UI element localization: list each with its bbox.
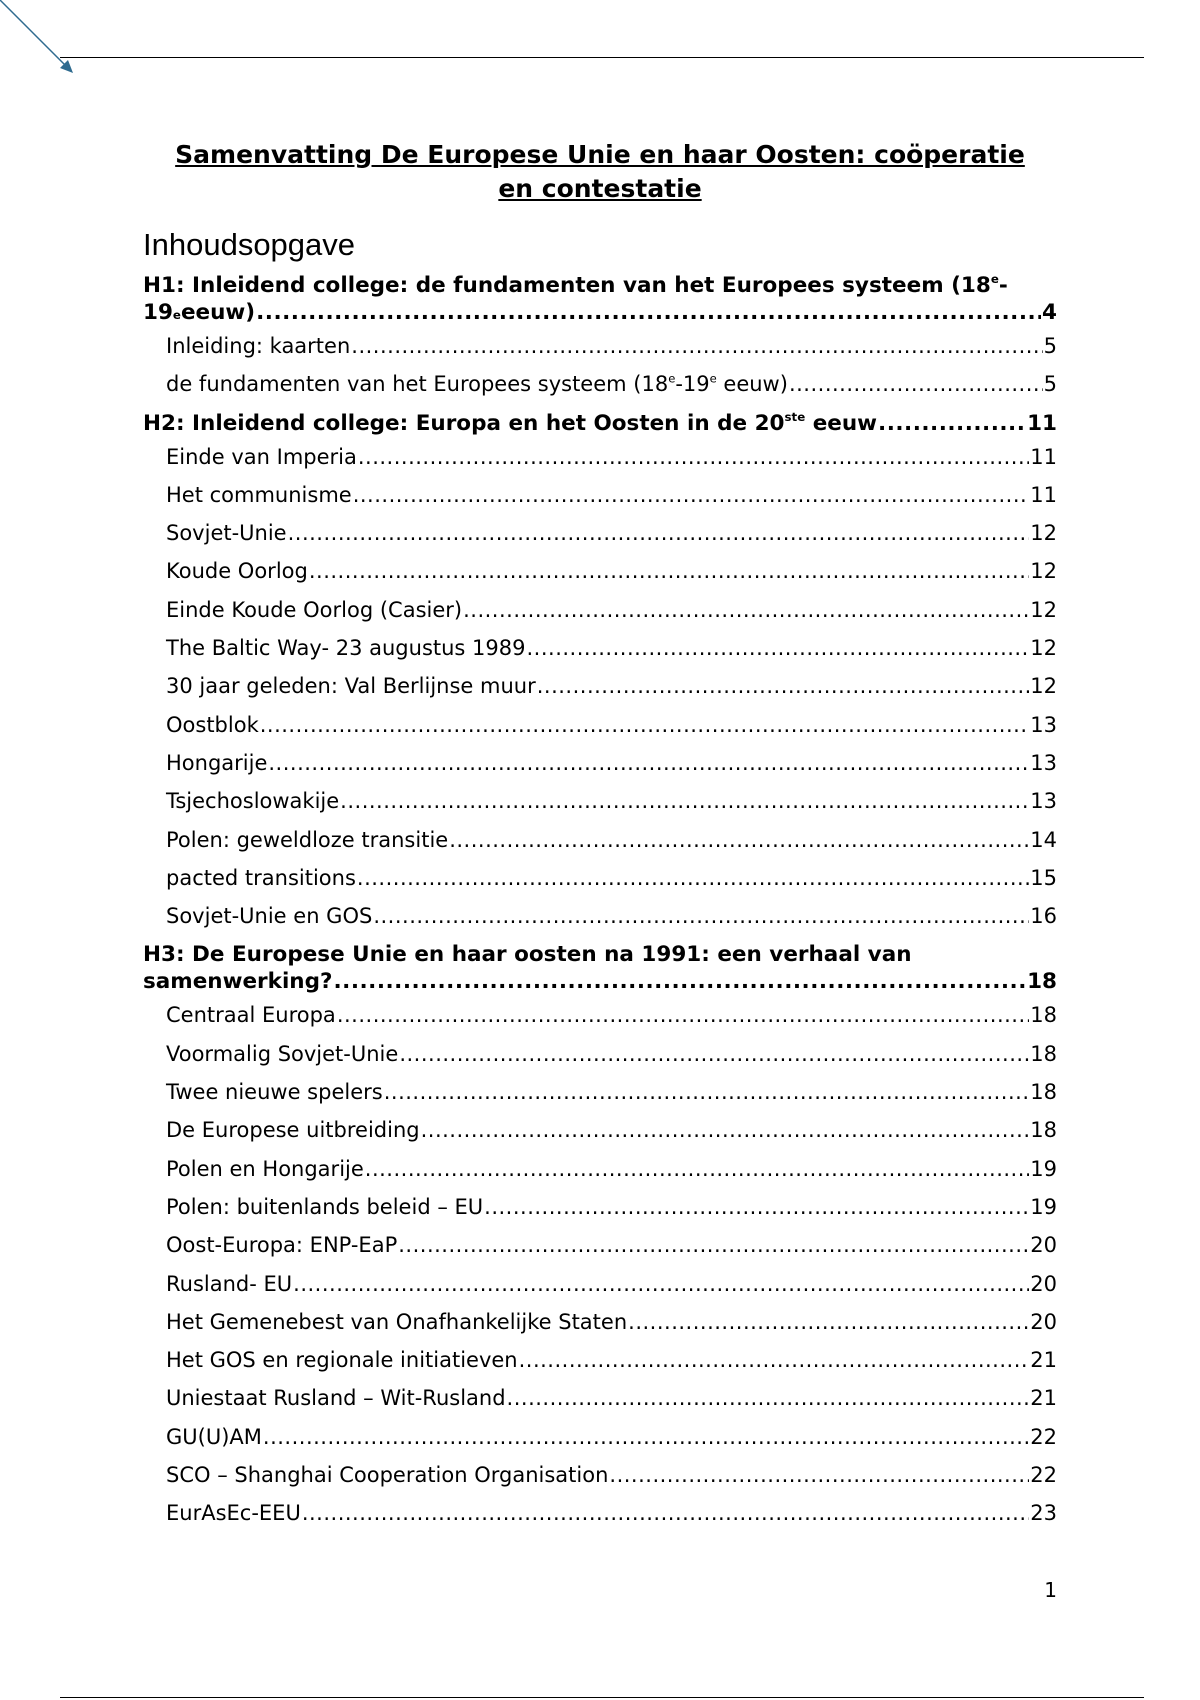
dot-leader xyxy=(260,712,1030,739)
toc-page-number: 19 xyxy=(1030,1194,1057,1219)
footer-rule xyxy=(60,1697,1144,1698)
toc-h1-text4: eeuw) xyxy=(180,300,256,325)
toc-entry-label: Rusland- EU xyxy=(166,1271,293,1296)
toc-page-number: 12 xyxy=(1030,636,1057,661)
toc-page-number: 18 xyxy=(1030,1041,1057,1066)
toc-page-number: 11 xyxy=(1027,410,1057,436)
dot-leader xyxy=(288,520,1030,547)
dot-leader xyxy=(609,1462,1029,1489)
dot-leader xyxy=(333,968,1026,995)
toc-entry-label xyxy=(143,410,877,437)
toc-entry-label: Einde Koude Oorlog (Casier) xyxy=(166,597,463,622)
toc-entry[interactable] xyxy=(143,1194,1057,1221)
toc-entry-text2: -19 xyxy=(675,372,710,397)
toc-h2-text1: H2: Inleidend college: Europa en het Oosten in de 20 xyxy=(143,410,785,436)
toc-entry[interactable] xyxy=(143,1232,1057,1259)
toc-h1-text1: H1: Inleidend college: de fundamenten van het Europees systeem (18 xyxy=(143,273,991,298)
toc-entry[interactable] xyxy=(143,1117,1057,1144)
toc-heading: Inhoudsopgave xyxy=(143,227,356,262)
toc-page-number: 14 xyxy=(1030,827,1057,852)
toc-h1-sup1: e xyxy=(990,272,999,287)
dot-leader xyxy=(789,371,1043,398)
toc-entry-sup1: e xyxy=(668,371,676,386)
toc-entry[interactable] xyxy=(143,597,1057,624)
toc-h1-line2: 19 e eeuw) ..... 4 xyxy=(143,299,1057,326)
document-body xyxy=(143,138,1057,1539)
toc-page-number: 22 xyxy=(1030,1463,1057,1488)
toc-page-number: 18 xyxy=(1030,1080,1057,1105)
toc-entry-label: Koude Oorlog xyxy=(166,559,308,584)
toc-entry[interactable] xyxy=(143,1500,1057,1527)
toc-page-number: 20 xyxy=(1030,1233,1057,1258)
toc-h1-line1 xyxy=(143,272,1057,299)
toc-page-number: 4 xyxy=(1042,300,1057,325)
toc-entry[interactable] xyxy=(143,1462,1057,1489)
toc-page-number: 11 xyxy=(1030,482,1057,507)
toc-entry[interactable] xyxy=(143,750,1057,777)
toc-entry[interactable] xyxy=(143,903,1057,930)
toc-entry[interactable] xyxy=(143,520,1057,547)
dot-leader xyxy=(293,1271,1029,1298)
toc-page-number: 18 xyxy=(1030,1118,1057,1143)
toc-entry-text1: de fundamenten van het Europees systeem (18 xyxy=(166,372,669,397)
toc-page-number: 21 xyxy=(1030,1348,1057,1373)
toc-entry[interactable] xyxy=(143,482,1057,509)
toc-entry-label: Sovjet-Unie xyxy=(166,521,287,546)
toc-entry-label: Polen: geweldloze transitie xyxy=(166,827,449,852)
toc-entry-h1[interactable] xyxy=(143,272,1057,326)
toc-h3-text2: samenwerking? xyxy=(143,969,333,995)
toc-entry-label: Oostblok xyxy=(166,712,259,737)
dot-leader xyxy=(351,333,1042,360)
toc-page-number: 5 xyxy=(1043,372,1057,397)
toc-page-number: 5 xyxy=(1043,334,1057,358)
toc-entry-label: Sovjet-Unie en GOS xyxy=(166,904,373,929)
toc-h2-text2: eeuw xyxy=(805,410,878,436)
toc-entry-label: Voormalig Sovjet-Unie xyxy=(166,1041,399,1066)
dot-leader xyxy=(398,1232,1029,1259)
dot-leader xyxy=(507,1385,1030,1412)
toc-h2-sup: ste xyxy=(784,409,806,424)
toc-entry[interactable] xyxy=(143,1041,1057,1068)
toc-entry[interactable] xyxy=(143,1385,1057,1412)
toc-entry-h3[interactable] xyxy=(143,941,1057,995)
toc-page-number: 16 xyxy=(1030,904,1057,929)
dot-leader xyxy=(309,558,1029,585)
dot-leader xyxy=(484,1194,1029,1221)
toc-page-number: 20 xyxy=(1030,1271,1057,1296)
toc-entry-label: 30 jaar geleden: Val Berlijnse muur xyxy=(166,674,536,699)
toc-entry-h2[interactable] xyxy=(143,410,1057,437)
dot-leader xyxy=(373,903,1029,930)
header-rule xyxy=(60,57,1144,58)
dot-leader xyxy=(302,1500,1029,1527)
toc-page-number: 12 xyxy=(1030,674,1057,699)
toc-entry[interactable] xyxy=(143,635,1057,662)
toc-page-number: 22 xyxy=(1030,1424,1057,1449)
toc-page-number: 18 xyxy=(1027,969,1057,995)
dot-leader xyxy=(256,299,1041,326)
dot-leader xyxy=(421,1117,1030,1144)
dot-leader xyxy=(384,1079,1030,1106)
dot-leader xyxy=(537,673,1030,700)
toc-h3-line2 xyxy=(143,968,1057,995)
toc-entry[interactable] xyxy=(143,673,1057,700)
toc-entry-label: Inleiding: kaarten xyxy=(166,334,351,358)
toc-entry-label: EurAsEc-EEU xyxy=(166,1501,301,1526)
page-number: 1 xyxy=(1044,1578,1057,1602)
toc-page-number: 12 xyxy=(1030,597,1057,622)
toc-entry-label: Uniestaat Rusland – Wit-Rusland xyxy=(166,1386,506,1411)
toc-entry-label: The Baltic Way- 23 augustus 1989 xyxy=(166,636,526,661)
toc-entry-label: Polen: buitenlands beleid – EU xyxy=(166,1194,484,1219)
toc-entry[interactable] xyxy=(143,712,1057,739)
toc-entry-label: pacted transitions xyxy=(166,865,356,890)
toc-page-number: 13 xyxy=(1030,789,1057,814)
toc-h1-text3: 19 xyxy=(143,300,173,325)
toc-h1-text2: - xyxy=(998,273,1008,298)
toc-entry-label: SCO – Shanghai Cooperation Organisation xyxy=(166,1463,609,1488)
dot-leader xyxy=(365,1156,1029,1183)
dot-leader xyxy=(519,1347,1030,1374)
toc-entry-label: Tsjechoslowakije xyxy=(166,789,340,814)
title-line-1: Samenvatting De Europese Unie en haar Oosten: coöperatie xyxy=(175,140,1025,169)
toc-entry[interactable] xyxy=(143,1002,1057,1029)
dot-leader xyxy=(353,482,1030,509)
dot-leader xyxy=(358,444,1029,471)
dot-leader xyxy=(268,750,1029,777)
toc-page-number: 20 xyxy=(1030,1309,1057,1334)
toc-entry[interactable] xyxy=(143,827,1057,854)
toc-entry-label: Het GOS en regionale initiatieven xyxy=(166,1348,518,1373)
document-title xyxy=(143,138,1057,206)
toc-entry-label: Twee nieuwe spelers xyxy=(166,1080,383,1105)
toc-page-number: 21 xyxy=(1030,1386,1057,1411)
toc-entry-label: Oost-Europa: ENP-EaP xyxy=(166,1233,398,1258)
toc-h2-subsections xyxy=(143,444,1057,931)
toc-h3-subsections xyxy=(143,1002,1057,1527)
toc-entry-label: De Europese uitbreiding xyxy=(166,1118,420,1143)
toc-page-number: 13 xyxy=(1030,750,1057,775)
toc-page-number: 15 xyxy=(1030,865,1057,890)
toc-entry[interactable] xyxy=(143,1309,1057,1336)
title-line-2: en contestatie xyxy=(498,174,702,203)
dot-leader xyxy=(399,1041,1029,1068)
toc-entry[interactable] xyxy=(143,444,1057,471)
toc-page-number: 11 xyxy=(1030,444,1057,469)
dot-leader xyxy=(527,635,1030,662)
toc-entry-label: Hongarije xyxy=(166,750,268,775)
toc-entry-sup2: e xyxy=(709,371,717,386)
toc-entry-label: Polen en Hongarije xyxy=(166,1156,364,1181)
toc-page-number: 12 xyxy=(1030,521,1057,546)
toc-entry-label: Het communisme xyxy=(166,482,352,507)
toc-entry-label: Het Gemenebest van Onafhankelijke Staten xyxy=(166,1309,628,1334)
toc-entry[interactable] xyxy=(143,333,1057,360)
toc-entry[interactable] xyxy=(143,865,1057,892)
toc-entry-text3: eeuw) xyxy=(716,372,788,397)
toc-entry-label: GU(U)AM xyxy=(166,1424,262,1449)
toc-entry-label xyxy=(166,371,788,398)
corner-arrow-icon xyxy=(0,0,80,80)
toc-page-number: 13 xyxy=(1030,712,1057,737)
toc-page-number: 12 xyxy=(1030,559,1057,584)
dot-leader xyxy=(357,865,1029,892)
toc-entry[interactable] xyxy=(143,1079,1057,1106)
toc-entry-label: Centraal Europa xyxy=(166,1003,336,1028)
toc-page-number: 18 xyxy=(1030,1003,1057,1028)
dot-leader xyxy=(463,597,1029,624)
toc-entry-label: Einde van Imperia xyxy=(166,444,357,469)
toc-entry[interactable] xyxy=(143,1156,1057,1183)
dot-leader xyxy=(878,410,1026,437)
dot-leader xyxy=(449,827,1029,854)
dot-leader xyxy=(340,788,1029,815)
toc-page-number: 19 xyxy=(1030,1156,1057,1181)
toc-entry[interactable] xyxy=(143,1424,1057,1451)
toc-h3-line1: H3: De Europese Unie en haar oosten na 1991: een verhaal van xyxy=(143,942,912,968)
toc-entry[interactable] xyxy=(143,788,1057,815)
toc-entry[interactable] xyxy=(143,558,1057,585)
dot-leader xyxy=(628,1309,1029,1336)
toc-page-number: 23 xyxy=(1030,1501,1057,1526)
toc-h3-section xyxy=(143,941,1057,995)
toc-entry[interactable] xyxy=(143,1347,1057,1374)
dot-leader xyxy=(263,1424,1029,1451)
toc-entry[interactable] xyxy=(143,1271,1057,1298)
table-of-contents xyxy=(143,272,1057,437)
dot-leader xyxy=(337,1002,1029,1029)
toc-entry[interactable] xyxy=(143,371,1057,398)
